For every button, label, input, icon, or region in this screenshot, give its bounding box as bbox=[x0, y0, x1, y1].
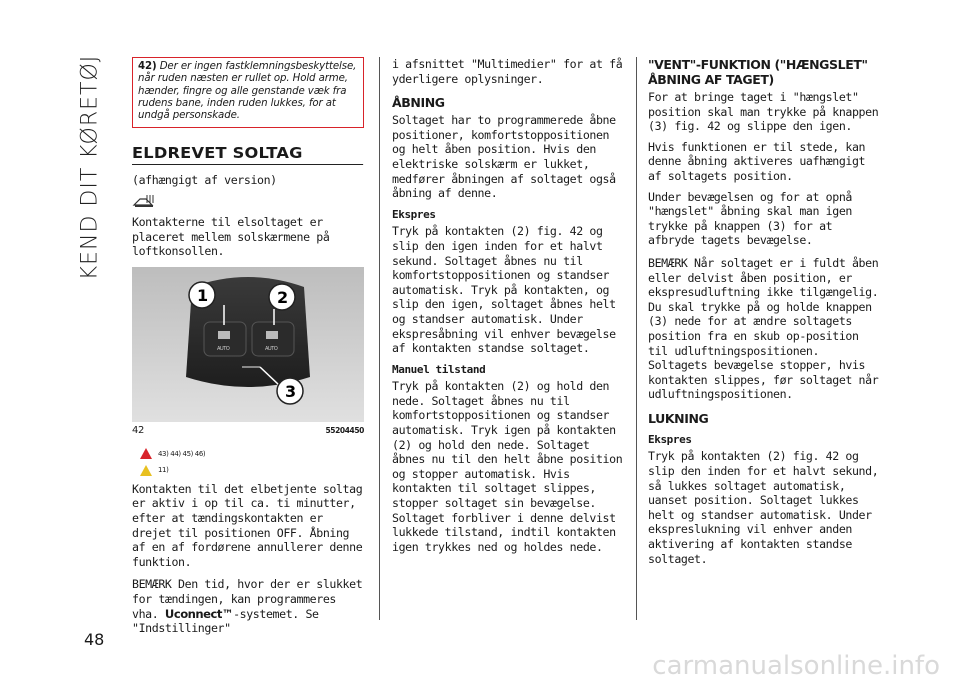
column-divider bbox=[379, 57, 380, 620]
vent-note: BEMÆRK Når soltaget er i fuldt åben eller delvist åben position, er ekspresudluftning ikke tilgængelig. Du skal trykke på og holde knappen (3) nede for at ændre soltagets position fra en skub op-position til udluftningspositionen. Soltagets bevægelse stopper, hvis kontakten slippes, før soltaget når udluftningspositionen. bbox=[648, 255, 879, 402]
warning-box bbox=[132, 57, 364, 128]
caution-triangle-icon bbox=[140, 465, 152, 476]
vent-heading: "VENT"-FUNKTION ("HÆNGSLET" ÅBNING AF TAGET) bbox=[648, 57, 868, 87]
close-express-text: Tryk på kontakten (2) fig. 42 og slip den inden for et halvt sekund, så lukkes soltaget automatisk, uanset position. Soltaget lukkes helt og standser automatisk. Under ekspreslukning vil enhver anden aktivering af kontakten standse soltaget. bbox=[648, 449, 879, 566]
vent-paragraph: For at bringe taget i "hængslet" position skal man trykke på knappen (3) fig. 42 og slippe den igen. bbox=[648, 90, 879, 134]
section-title: ELDREVET SOLTAG bbox=[132, 146, 363, 165]
vent-paragraph: Under bevægelsen og for at opnå "hængslet" åbning skal man igen trykke på knappen (3) for at afbryde tagets bevægelse. bbox=[648, 189, 852, 248]
page-number: 48 bbox=[84, 630, 105, 649]
closing-heading: LUKNING bbox=[648, 410, 709, 426]
manual-text: Tryk på kontakten (2) og hold den nede. Soltaget åbnes nu til komfortstoppositionen og standser automatisk. Tryk igen på kontakten (2) og hold den nede. Soltaget åbnes nu til den helt åbne position og stopper automatisk. Hvis kontakten til soltaget slippes, stopper soltaget sin bevægelse. Soltaget forbliver i denne delvist lukkede tilstand, indtil kontakten igen trykkes ned og holdes nede. bbox=[392, 379, 623, 554]
column-2 bbox=[392, 57, 624, 560]
note-paragraph: BEMÆRK Den tid, hvor der er slukket for tændingen, kan programmeres vha. Uconnect™-systemet. Se "Indstillinger" bbox=[132, 577, 363, 636]
warning-references: 43) 44) 45) 46) bbox=[140, 447, 364, 462]
figure-number: 42 bbox=[132, 425, 144, 437]
intro-text: Kontakterne til elsoltaget er placeret mellem solskærmene på loftkonsollen. bbox=[132, 215, 330, 259]
warning-triangle-icon bbox=[140, 448, 152, 459]
watermark: carmanualsonline.info bbox=[652, 651, 940, 681]
vent-paragraph: Hvis funktionen er til stede, kan denne åbning aktiveres uafhængigt af soltagets position. bbox=[648, 139, 866, 183]
uconnect-brand: Uconnect™ bbox=[164, 606, 234, 621]
overhead-console-figure bbox=[132, 267, 364, 422]
caution-references: 11) bbox=[140, 463, 364, 478]
opening-text: Soltaget har to programmerede åbne positioner, komfortstoppositionen og helt åben position. Hvis den elektriske solskærm er lukket, medfører åbningen af soltaget også åbning af denne. bbox=[392, 113, 616, 201]
sunroof-symbol-icon bbox=[132, 194, 364, 213]
body-paragraph: i afsnittet "Multimedier" for at få yderligere oplysninger. bbox=[392, 57, 623, 86]
express-text: Tryk på kontakten (2) fig. 42 og slip den igen inden for et halvt sekund. Soltaget åbnes nu til komfortstoppositionen og standser automatisk. Tryk på kontakten, og slip den igen, soltaget åbnes helt og standser automatisk. Under ekspresåbning vil enhver bevægelse af kontakten standse soltaget. bbox=[392, 224, 616, 356]
button-label: AUTO bbox=[265, 346, 278, 353]
version-note: (afhængigt af version) bbox=[132, 173, 277, 188]
chapter-side-title: KEND DIT KØRETØJ bbox=[77, 54, 103, 280]
column-3 bbox=[648, 57, 880, 572]
button-label: AUTO bbox=[217, 346, 230, 353]
close-express-heading: Ekspres bbox=[648, 432, 692, 446]
express-heading: Ekspres bbox=[392, 207, 436, 221]
callout-3: 3 bbox=[285, 382, 296, 402]
warning-text: Der er ingen fastklemningsbeskyttelse, når ruden næsten er rullet op. Hold arme, hænder, fingre og alle genstande væk fra rudens bane, inden ruden lukkes, for at undgå personskade. bbox=[138, 61, 357, 122]
callout-2: 2 bbox=[277, 288, 288, 308]
manual-heading: Manuel tilstand bbox=[392, 362, 486, 376]
column-divider bbox=[636, 57, 637, 620]
figure-code: 55204450 bbox=[325, 426, 364, 436]
warning-number: 42) bbox=[138, 61, 157, 72]
figure-caption bbox=[132, 424, 364, 439]
column-1 bbox=[132, 57, 364, 642]
body-paragraph: Kontakten til det elbetjente soltag er aktiv i op til ca. ti minutter, efter at tændingskontakten er drejet til positionen OFF. Åbning af en af fordørene annullerer denne funktion. bbox=[132, 481, 363, 569]
callout-1: 1 bbox=[197, 286, 208, 306]
opening-heading: ÅBNING bbox=[392, 95, 445, 111]
